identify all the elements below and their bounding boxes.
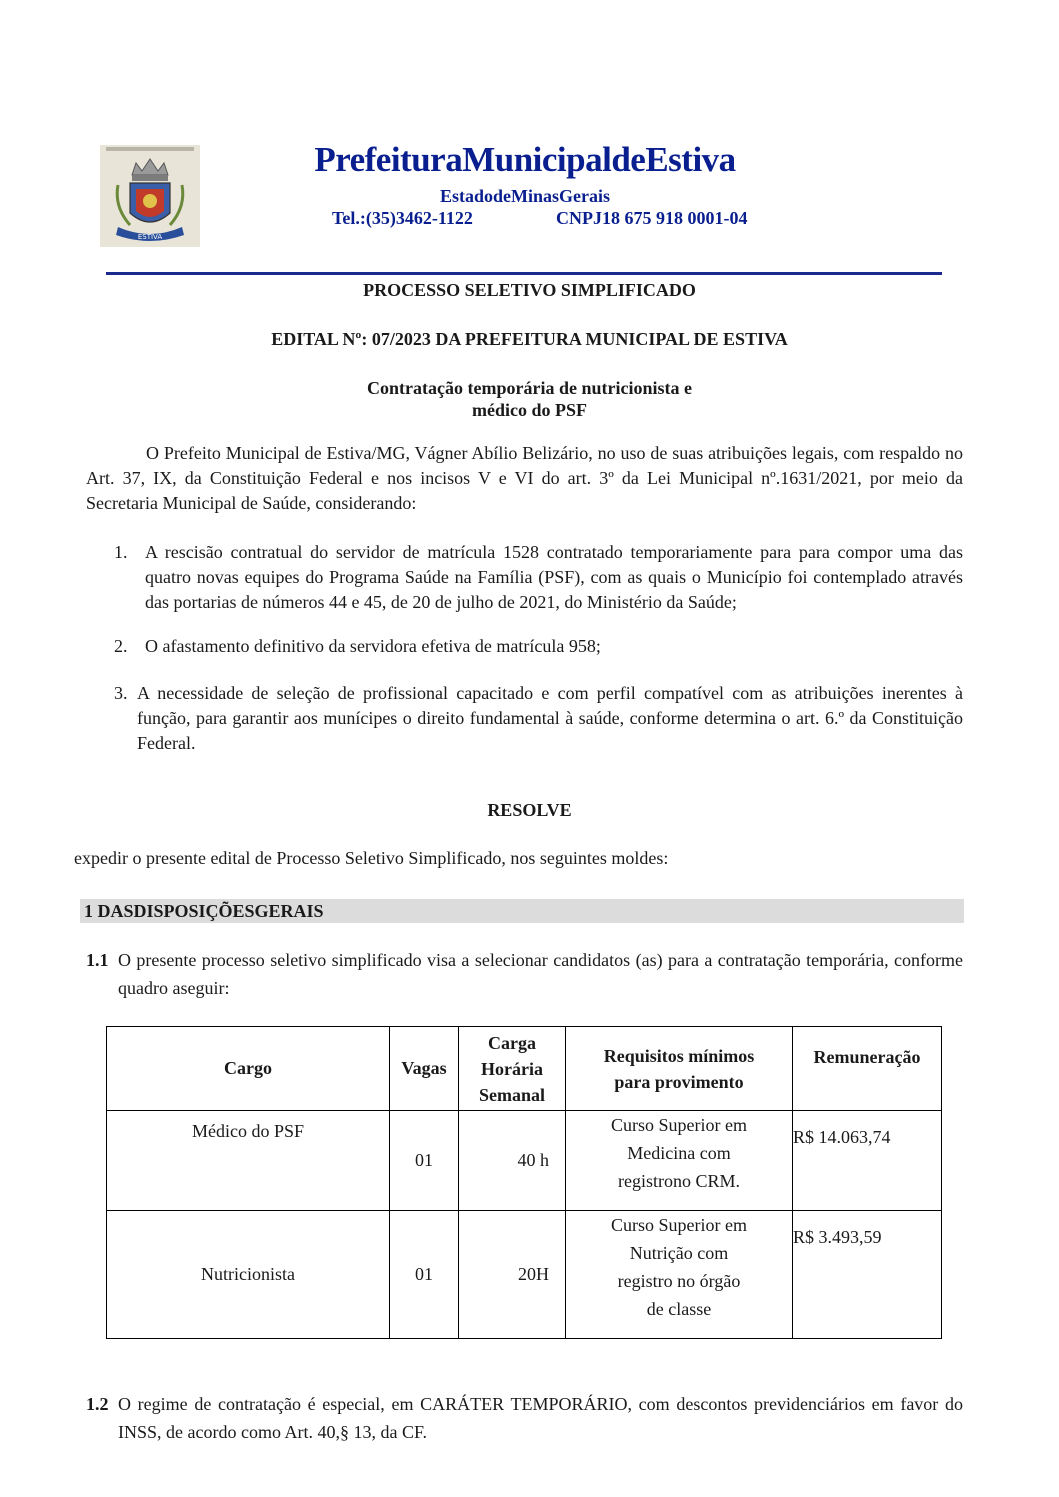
cell-remuneracao: R$ 14.063,74	[793, 1111, 942, 1211]
table-row	[107, 1111, 942, 1211]
subject-line-2: médico do PSF	[472, 400, 587, 420]
table-header-row	[107, 1027, 942, 1111]
table-row	[107, 1211, 942, 1339]
header-req-line-1: Requisitos mínimos	[603, 1045, 755, 1066]
edital-title: EDITAL Nº: 07/2023 DA PREFEITURA MUNICIPAL DE ESTIVA	[271, 329, 788, 349]
cell-vagas: 01	[390, 1211, 459, 1339]
cell-carga: 40 h	[459, 1111, 566, 1211]
section-heading: 1 DASDISPOSIÇÕESGERAIS	[84, 901, 324, 921]
list-text: O afastamento definitivo da servidora efetiva de matrícula 958;	[145, 636, 601, 656]
cell-requisitos	[566, 1111, 793, 1211]
intro-paragraph: O Prefeito Municipal de Estiva/MG, Vágner Abílio Belizário, no uso de suas atribuições legais, com respaldo no Art. 37, IX, da Constituição Federal e nos incisos V e VI do art. 3º da Lei Municipal nº.1631/2021, por meio da Secretaria Municipal de Saúde, considerando:	[86, 443, 963, 513]
cnpj-number: CNPJ18 675 918 0001-04	[556, 208, 748, 228]
municipality-title: PrefeituraMunicipaldeEstiva	[314, 140, 736, 179]
cell-requisitos	[566, 1211, 793, 1339]
header-carga-line-2: Horária	[481, 1058, 543, 1079]
header-requisitos	[566, 1027, 793, 1111]
cell-carga: 20H	[459, 1211, 566, 1339]
positions-table	[106, 1026, 942, 1339]
header-carga-line-3: Semanal	[478, 1084, 545, 1105]
coat-of-arms-image	[100, 145, 200, 247]
clause-text: O regime de contratação é especial, em CARÁTER TEMPORÁRIO, com descontos previdenciários em favor do INSS, de acordo como Art. 40,§ 13, da CF.	[118, 1394, 963, 1442]
req-line: registrono CRM.	[617, 1171, 740, 1191]
header-carga	[459, 1027, 566, 1111]
req-line: Nutrição com	[629, 1243, 729, 1263]
req-line: Curso Superior em	[611, 1115, 747, 1135]
resolve-heading: RESOLVE	[487, 800, 572, 820]
list-text: A rescisão contratual do servidor de matrícula 1528 contratado temporariamente para para compor uma das quatro novas equipes do Programa Saúde na Família (PSF), com as quais o Município foi contemplado através das portarias de números 44 e 45, de 20 de julho de 2021, do Ministério da Saúde;	[145, 542, 963, 612]
subject-line-1: Contratação temporária de nutricionista e	[367, 378, 692, 398]
list-item	[114, 634, 963, 659]
req-line: registro no órgão	[617, 1271, 741, 1291]
clause-number: 1.1	[86, 950, 109, 970]
list-number: 1.	[114, 542, 128, 562]
resolve-text: expedir o presente edital de Processo Seletivo Simplificado, nos seguintes moldes:	[74, 848, 669, 868]
process-title: PROCESSO SELETIVO SIMPLIFICADO	[363, 280, 696, 300]
state-subtitle: EstadodeMinasGerais	[439, 186, 610, 206]
req-line: Medicina com	[627, 1143, 731, 1163]
svg-text:ESTIVA: ESTIVA	[137, 233, 163, 241]
header-cargo: Cargo	[107, 1027, 390, 1111]
list-item	[114, 681, 963, 756]
req-line: Curso Superior em	[611, 1215, 747, 1235]
phone-number: Tel.:(35)3462-1122	[332, 208, 473, 228]
clause-text: O presente processo seletivo simplificado visa a selecionar candidatos (as) para a contratação temporária, conforme quadro aseguir:	[118, 950, 963, 998]
cell-cargo: Médico do PSF	[107, 1111, 390, 1211]
list-number: 2.	[114, 636, 128, 656]
cell-cargo: Nutricionista	[107, 1211, 390, 1339]
header-carga-line-1: Carga	[488, 1032, 536, 1053]
header-divider	[106, 272, 942, 275]
header-remuneracao: Remuneração	[793, 1027, 942, 1111]
req-line: de classe	[646, 1299, 712, 1319]
list-text: A necessidade de seleção de profissional capacitado e com perfil compatível com as atribuições inerentes à função, para garantir aos munícipes o direito fundamental à saúde, conforme determina o art. 6.º da Constituição Federal.	[137, 683, 963, 753]
cell-vagas: 01	[390, 1111, 459, 1211]
cell-remuneracao: R$ 3.493,59	[793, 1211, 942, 1339]
clause-1-1	[86, 946, 963, 1002]
section-heading-bar	[80, 899, 964, 923]
list-item	[114, 540, 963, 615]
clause-number: 1.2	[86, 1394, 109, 1414]
list-number: 3.	[114, 683, 128, 703]
header-vagas: Vagas	[390, 1027, 459, 1111]
clause-1-2	[86, 1390, 963, 1446]
header-req-line-2: para provimento	[614, 1071, 744, 1092]
